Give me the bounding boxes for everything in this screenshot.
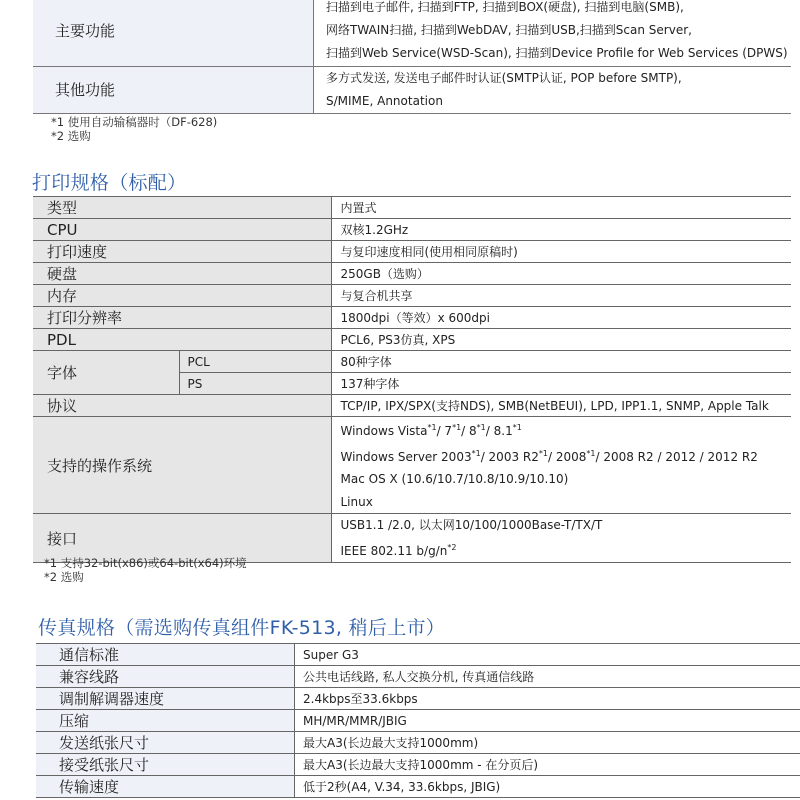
value-line: Mac OS X (10.6/10.7/10.8/10.9/10.10) (340, 472, 569, 486)
row-label: 发送纸张尺寸 (36, 732, 295, 754)
footnote: *1 支持32-bit(x86)或64-bit(x64)环境 (44, 556, 247, 570)
table-row (33, 351, 791, 373)
row-value (314, 66, 792, 113)
table-row (33, 219, 791, 241)
row-value: PCL6, PS3仿真, XPS (331, 329, 791, 351)
row-label: 打印分辨率 (33, 307, 331, 329)
row-value: 1800dpi（等效）x 600dpi (331, 307, 791, 329)
row-value: Super G3 (295, 644, 800, 666)
row-value: 双核1.2GHz (331, 219, 791, 241)
value-line: S/MIME, Annotation (326, 93, 443, 108)
row-value (331, 514, 791, 563)
table-row (36, 666, 800, 688)
value-line: Windows Vista$^{*1}$/ 7$^{*1}$/ 8$^{*1}$/ 8.1$^{*1}$ (340, 423, 522, 438)
footnote: *2 选购 (51, 129, 91, 143)
footnote: *2 选购 (44, 570, 84, 584)
row-label: 硬盘 (33, 263, 331, 285)
value-line: 扫描到Web Service(WSD-Scan), 扫描到Device Profile for Web Services (DPWS) (326, 45, 788, 60)
row-label: 协议 (33, 395, 331, 417)
row-value: TCP/IP, IPX/SPX(支持NDS), SMB(NetBEUI), LPD, IPP1.1, SNMP, Apple Talk (331, 395, 791, 417)
value-line: 网络TWAIN扫描, 扫描到WebDAV, 扫描到USB,扫描到Scan Server, (326, 22, 692, 37)
value-line: Linux (340, 494, 373, 509)
row-label: 接口 (33, 514, 331, 563)
row-label: 其他功能 (33, 66, 314, 113)
table-row (33, 66, 791, 113)
row-label: 传输速度 (36, 776, 295, 798)
table-row (36, 710, 800, 732)
row-value: 80种字体 (331, 351, 791, 373)
row-value: 250GB（选购） (331, 263, 791, 285)
table-row (36, 776, 800, 798)
sub-label: PCL (179, 351, 331, 373)
print-spec-table (33, 196, 791, 563)
row-value: MH/MR/MMR/JBIG (295, 710, 800, 732)
print-spec-title: 打印规格（标配） (32, 172, 187, 194)
sub-label: PS (179, 373, 331, 395)
row-label: 主要功能 (33, 0, 314, 66)
row-value: 最大A3(长边最大支持1000mm) (295, 732, 800, 754)
table-row (33, 285, 791, 307)
row-value: 与复合机共享 (331, 285, 791, 307)
scan-functions-table (33, 0, 791, 114)
fax-spec-table (36, 643, 800, 798)
table-row (36, 754, 800, 776)
row-value: 137种字体 (331, 373, 791, 395)
table-row (33, 197, 791, 219)
value-line: Windows Server 2003$^{*1}$/ 2003 R2$^{*1}$/ 2008$^{*1}$/ 2008 R2 / 2012 / 2012 R2 (340, 448, 758, 464)
value-line: IEEE 802.11 $b/g/n^{*2}$ (340, 542, 457, 558)
footnotes-print (44, 556, 247, 584)
row-label: 支持的操作系统 (33, 417, 331, 514)
table-row (33, 0, 791, 66)
fax-spec-title: 传真规格（需选购传真组件FK-513, 稍后上市） (38, 617, 446, 639)
row-label: 类型 (33, 197, 331, 219)
table-row (33, 417, 791, 514)
table-row (33, 241, 791, 263)
table-row (36, 732, 800, 754)
row-label: 调制解调器速度 (36, 688, 295, 710)
value-line: 多方式发送, 发送电子邮件时认证(SMTP认证, POP before SMTP), (326, 70, 682, 85)
row-label: PDL (33, 329, 331, 351)
row-value: 最大A3(长边最大支持1000mm - 在分页后) (295, 754, 800, 776)
row-value: 与复印速度相同(使用相同原稿时) (331, 241, 791, 263)
footnotes-top (51, 115, 217, 143)
table-row (33, 307, 791, 329)
row-label: 内存 (33, 285, 331, 307)
table-row (36, 644, 800, 666)
value-line: USB1.1 /2.0, 以太网10/100/1000Base-T/TX/T (340, 518, 603, 532)
row-value: 2.4kbps至33.6kbps (295, 688, 800, 710)
table-row (33, 329, 791, 351)
row-value: 低于2秒(A4, V.34, 33.6kbps, JBIG) (295, 776, 800, 798)
row-label: 通信标准 (36, 644, 295, 666)
table-row (33, 263, 791, 285)
footnote: *1 使用自动输稿器时（DF-628) (51, 115, 218, 129)
row-value (331, 417, 791, 514)
row-value: 内置式 (331, 197, 791, 219)
row-label: CPU (33, 219, 331, 241)
row-value (314, 0, 792, 66)
row-label: 压缩 (36, 710, 295, 732)
row-value: 公共电话线路, 私人交换分机, 传真通信线路 (295, 666, 800, 688)
row-label: 字体 (33, 351, 179, 395)
value-line: 扫描到电子邮件, 扫描到FTP, 扫描到BOX(硬盘), 扫描到电脑(SMB), (326, 0, 684, 14)
row-label: 兼容线路 (36, 666, 295, 688)
row-label: 接受纸张尺寸 (36, 754, 295, 776)
row-label: 打印速度 (33, 241, 331, 263)
table-row (33, 395, 791, 417)
table-row (36, 688, 800, 710)
